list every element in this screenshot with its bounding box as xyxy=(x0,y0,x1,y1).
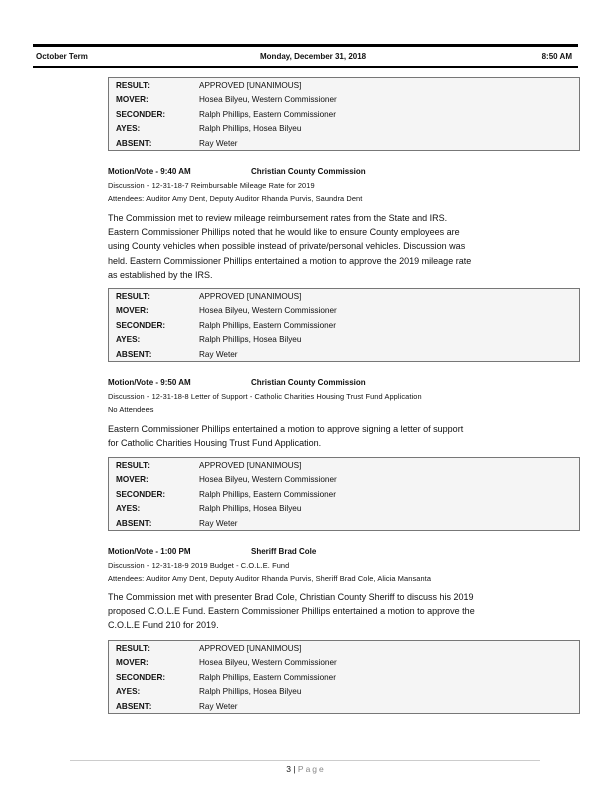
vote-result-box xyxy=(108,457,580,531)
vote-row-seconder xyxy=(109,318,579,332)
motion-discussion: Discussion - 12-31-18-9 2019 Budget - C.O.L.E. Fund xyxy=(108,561,290,570)
result-label: RESULT: xyxy=(116,644,150,653)
seconder-value: Ralph Phillips, Eastern Commissioner xyxy=(199,320,336,330)
page-number: 3 xyxy=(286,764,291,774)
header-time: 8:50 AM xyxy=(541,52,572,61)
vote-row-ayes xyxy=(109,121,579,135)
absent-label: ABSENT: xyxy=(116,518,152,528)
motion-heading xyxy=(108,547,317,556)
paragraph-line: for Catholic Charities Housing Trust Fund Application. xyxy=(108,438,322,449)
paragraph-line: The Commission met with presenter Brad Cole, Christian County Sheriff to discuss his 2019 xyxy=(108,592,474,602)
header-top-rule xyxy=(33,44,578,47)
ayes-label: AYES: xyxy=(116,687,141,697)
ayes-value: Ralph Phillips, Hosea Bilyeu xyxy=(199,335,302,345)
motion-attendees: No Attendees xyxy=(108,405,154,414)
motion-time: Motion/Vote - 9:40 AM xyxy=(108,167,191,176)
motion-heading xyxy=(108,167,366,176)
vote-row-mover xyxy=(109,92,579,106)
motion-presenter: Christian County Commission xyxy=(251,378,366,387)
result-label: RESULT: xyxy=(116,81,150,90)
vote-result-box xyxy=(108,288,580,362)
footer-rule xyxy=(70,760,540,761)
vote-row-absent xyxy=(109,699,579,713)
paragraph-line: held. Eastern Commissioner Phillips entertained a motion to approve the 2019 mileage rate xyxy=(108,255,472,266)
page-separator: | xyxy=(290,764,298,774)
page-word: Page xyxy=(297,764,326,774)
paragraph-line: C.O.L.E Fund 210 for 2019. xyxy=(108,620,219,631)
result-value: APPROVED [UNANIMOUS] xyxy=(199,81,302,90)
header-date: Monday, December 31, 2018 xyxy=(260,52,367,61)
vote-row-seconder xyxy=(109,487,579,501)
ayes-value: Ralph Phillips, Hosea Bilyeu xyxy=(199,124,302,134)
paragraph-line: Eastern Commissioner Phillips entertained a motion to approve signing a letter of support xyxy=(108,424,464,434)
absent-label: ABSENT: xyxy=(116,701,152,711)
page-footer xyxy=(0,764,612,774)
vote-result-box xyxy=(108,77,580,151)
mover-value: Hosea Bilyeu, Western Commissioner xyxy=(199,475,337,485)
result-label: RESULT: xyxy=(116,461,150,470)
motion-attendees: Attendees: Auditor Amy Dent, Deputy Auditor Rhanda Purvis, Saundra Dent xyxy=(108,194,363,203)
mover-value: Hosea Bilyeu, Western Commissioner xyxy=(199,306,337,316)
seconder-value: Ralph Phillips, Eastern Commissioner xyxy=(199,109,336,119)
result-label: RESULT: xyxy=(116,292,150,301)
absent-value: Ray Weter xyxy=(199,701,238,711)
motion-discussion: Discussion - 12-31-18-7 Reimbursable Mileage Rate for 2019 xyxy=(108,181,315,190)
vote-row-seconder xyxy=(109,107,579,121)
seconder-label: SECONDER: xyxy=(116,672,166,682)
seconder-label: SECONDER: xyxy=(116,320,166,330)
vote-row-result xyxy=(109,78,579,92)
page-header xyxy=(36,52,576,64)
seconder-label: SECONDER: xyxy=(116,489,166,499)
vote-row-ayes xyxy=(109,684,579,698)
motion-paragraph xyxy=(108,422,578,450)
paragraph-line: The Commission met to review mileage reimbursement rates from the State and IRS. xyxy=(108,213,448,223)
vote-row-absent xyxy=(109,136,579,150)
vote-row-ayes xyxy=(109,501,579,515)
motion-time: Motion/Vote - 1:00 PM xyxy=(108,547,191,556)
ayes-label: AYES: xyxy=(116,504,141,514)
mover-label: MOVER: xyxy=(116,475,149,485)
mover-value: Hosea Bilyeu, Western Commissioner xyxy=(199,95,337,105)
ayes-value: Ralph Phillips, Hosea Bilyeu xyxy=(199,504,302,514)
motion-paragraph xyxy=(108,590,578,633)
vote-row-result xyxy=(109,289,579,303)
result-value: APPROVED [UNANIMOUS] xyxy=(199,461,302,470)
absent-value: Ray Weter xyxy=(199,518,238,528)
result-value: APPROVED [UNANIMOUS] xyxy=(199,292,302,301)
header-term: October Term xyxy=(36,52,88,61)
result-value: APPROVED [UNANIMOUS] xyxy=(199,644,302,653)
mover-value: Hosea Bilyeu, Western Commissioner xyxy=(199,658,337,668)
motion-heading xyxy=(108,378,366,387)
paragraph-line: using County vehicles when possible instead of private/personal vehicles. Discussion was xyxy=(108,241,466,252)
header-bottom-rule xyxy=(33,66,578,68)
ayes-value: Ralph Phillips, Hosea Bilyeu xyxy=(199,687,302,697)
motion-presenter: Sheriff Brad Cole xyxy=(251,547,317,556)
mover-label: MOVER: xyxy=(116,306,149,316)
mover-label: MOVER: xyxy=(116,95,149,105)
ayes-label: AYES: xyxy=(116,124,141,134)
motion-time: Motion/Vote - 9:50 AM xyxy=(108,378,191,387)
absent-value: Ray Weter xyxy=(199,138,238,148)
paragraph-line: as established by the IRS. xyxy=(108,269,213,280)
motion-presenter: Christian County Commission xyxy=(251,167,366,176)
motion-attendees: Attendees: Auditor Amy Dent, Deputy Auditor Rhanda Purvis, Sheriff Brad Cole, Alicia Mansanta xyxy=(108,574,432,583)
mover-label: MOVER: xyxy=(116,658,149,668)
vote-row-ayes xyxy=(109,332,579,346)
seconder-value: Ralph Phillips, Eastern Commissioner xyxy=(199,489,336,499)
vote-result-box xyxy=(108,640,580,714)
vote-row-mover xyxy=(109,303,579,317)
ayes-label: AYES: xyxy=(116,335,141,345)
seconder-value: Ralph Phillips, Eastern Commissioner xyxy=(199,672,336,682)
vote-row-result xyxy=(109,641,579,655)
vote-row-seconder xyxy=(109,670,579,684)
vote-row-mover xyxy=(109,655,579,669)
seconder-label: SECONDER: xyxy=(116,109,166,119)
vote-row-result xyxy=(109,458,579,472)
absent-value: Ray Weter xyxy=(199,349,238,359)
absent-label: ABSENT: xyxy=(116,349,152,359)
paragraph-line: proposed C.O.L.E Fund. Eastern Commissioner Phillips entertained a motion to approve the xyxy=(108,606,475,617)
paragraph-line: Eastern Commissioner Phillips noted that he would like to ensure County employees are xyxy=(108,227,460,238)
vote-row-mover xyxy=(109,472,579,486)
vote-row-absent xyxy=(109,347,579,361)
motion-paragraph xyxy=(108,211,578,282)
absent-label: ABSENT: xyxy=(116,138,152,148)
vote-row-absent xyxy=(109,516,579,530)
motion-discussion: Discussion - 12-31-18-8 Letter of Support - Catholic Charities Housing Trust Fund Application xyxy=(108,392,422,401)
